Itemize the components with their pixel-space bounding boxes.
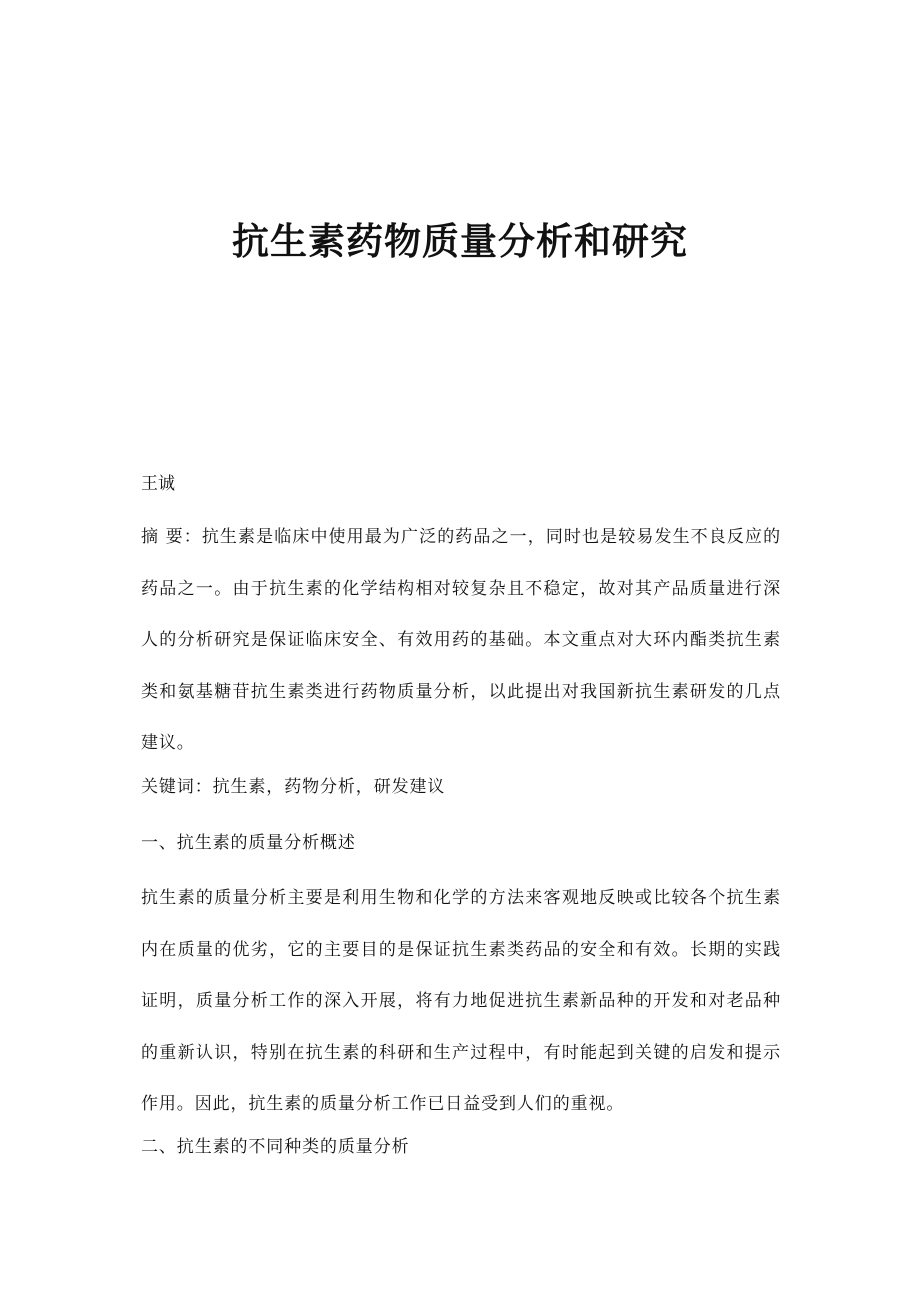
keywords-line: 关键词：抗生素，药物分析，研发建议: [141, 777, 446, 797]
author-name: 王诚: [141, 474, 175, 494]
section-heading-1: 一、抗生素的质量分析概述: [141, 833, 356, 853]
section-1-paragraph: 抗生素的质量分析主要是利用生物和化学的方法来客观地反映或比较各个抗生素内在质量的优劣，它的主要目的是保证抗生素类药品的安全和有效。长期的实践证明，质量分析工作的深入开展，将有力地促进抗生素新品种的开发和对老品种的重新认识，特别在抗生素的科研和生产过程中，有时能起到关键的启发和提示作用。因此，抗生素的质量分析工作已日益受到人们的重视。: [141, 888, 781, 1114]
document-title: 抗生素药物质量分析和研究: [232, 219, 688, 263]
section-heading-2: 二、抗生素的不同种类的质量分析: [141, 1137, 410, 1157]
abstract-paragraph: 摘 要：抗生素是临床中使用最为广泛的药品之一，同时也是较易发生不良反应的药品之一。由于抗生素的化学结构相对较复杂且不稳定，故对其产品质量进行深人的分析研究是保证临床安全、有效用药的基础。本文重点对大环内酯类抗生素类和氨基糖苷抗生素类进行药物质量分析，以此提出对我国新抗生素研发的几点建议。: [141, 527, 781, 753]
